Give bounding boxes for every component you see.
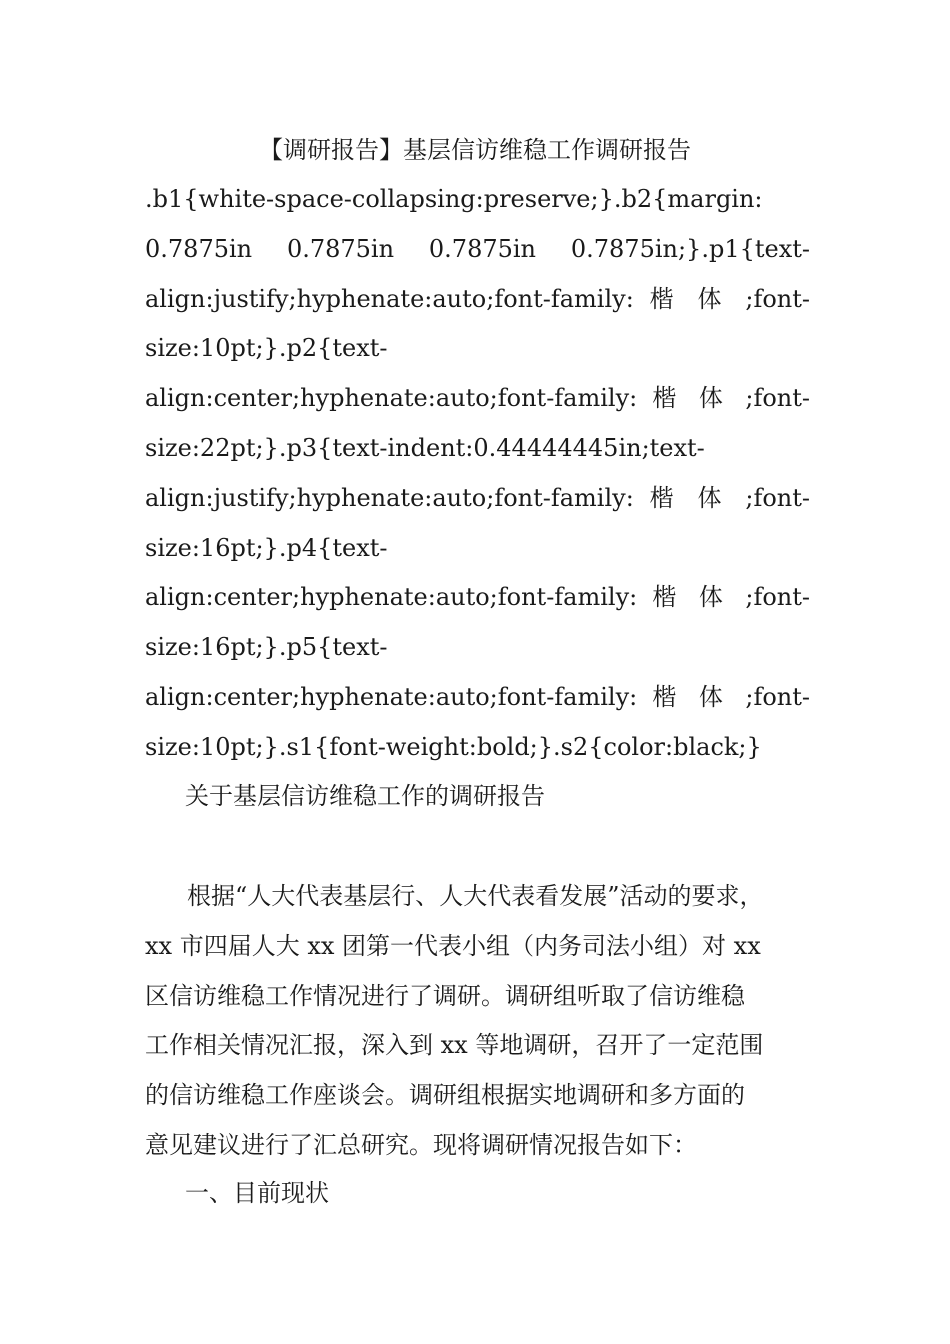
paragraph-line: 区信访维稳工作情况进行了调研。调研组听取了信访维稳: [145, 981, 745, 1010]
paragraph-line: 工作相关情况汇报，深入到 xx 等地调研，召开了一定范围: [145, 1031, 764, 1060]
style-code-line: align:center;hyphenate:auto;font-family: 楷 体 ;font-: [145, 384, 810, 413]
style-code-line: .b1{white-space-collapsing:preserve;}.b2{margin:: [145, 185, 763, 213]
intro-paragraph: [145, 872, 810, 1171]
style-code-line: size:16pt;}.p4{text-: [145, 533, 388, 562]
style-code-line: 0.7875in 0.7875in 0.7875in 0.7875in;}.p1{text-: [145, 234, 810, 263]
paragraph-line: 根据“人大代表基层行、人大代表看发展”活动的要求，: [187, 882, 764, 910]
style-code-line: align:justify;hyphenate:auto;font-family: 楷 体 ;font-: [145, 483, 810, 512]
style-code-line: align:center;hyphenate:auto;font-family: 楷 体 ;font-: [145, 583, 810, 612]
style-code-text: [145, 175, 810, 773]
style-code-line: align:center;hyphenate:auto;font-family: 楷 体 ;font-: [145, 682, 810, 711]
style-code-line: size:16pt;}.p5{text-: [145, 633, 388, 662]
style-code-line: size:10pt;}.p2{text-: [145, 334, 388, 363]
report-subtitle: 关于基层信访维稳工作的调研报告: [185, 782, 545, 810]
paragraph-line: 意见建议进行了汇总研究。现将调研情况报告如下：: [145, 1130, 697, 1159]
style-code-line: align:justify;hyphenate:auto;font-family: 楷 体 ;font-: [145, 284, 810, 313]
style-code-line: size:10pt;}.s1{font-weight:bold;}.s2{color:black;}: [145, 732, 762, 761]
document-title: 【调研报告】基层信访维稳工作调研报告: [259, 136, 691, 164]
section-heading: 一、目前现状: [185, 1179, 329, 1207]
paragraph-line: 的信访维稳工作座谈会。调研组根据实地调研和多方面的: [145, 1081, 745, 1110]
paragraph-line: xx 市四届人大 xx 团第一代表小组（内务司法小组）对 xx: [145, 931, 761, 960]
style-code-line: size:22pt;}.p3{text-indent:0.44444445in;text-: [145, 433, 705, 462]
